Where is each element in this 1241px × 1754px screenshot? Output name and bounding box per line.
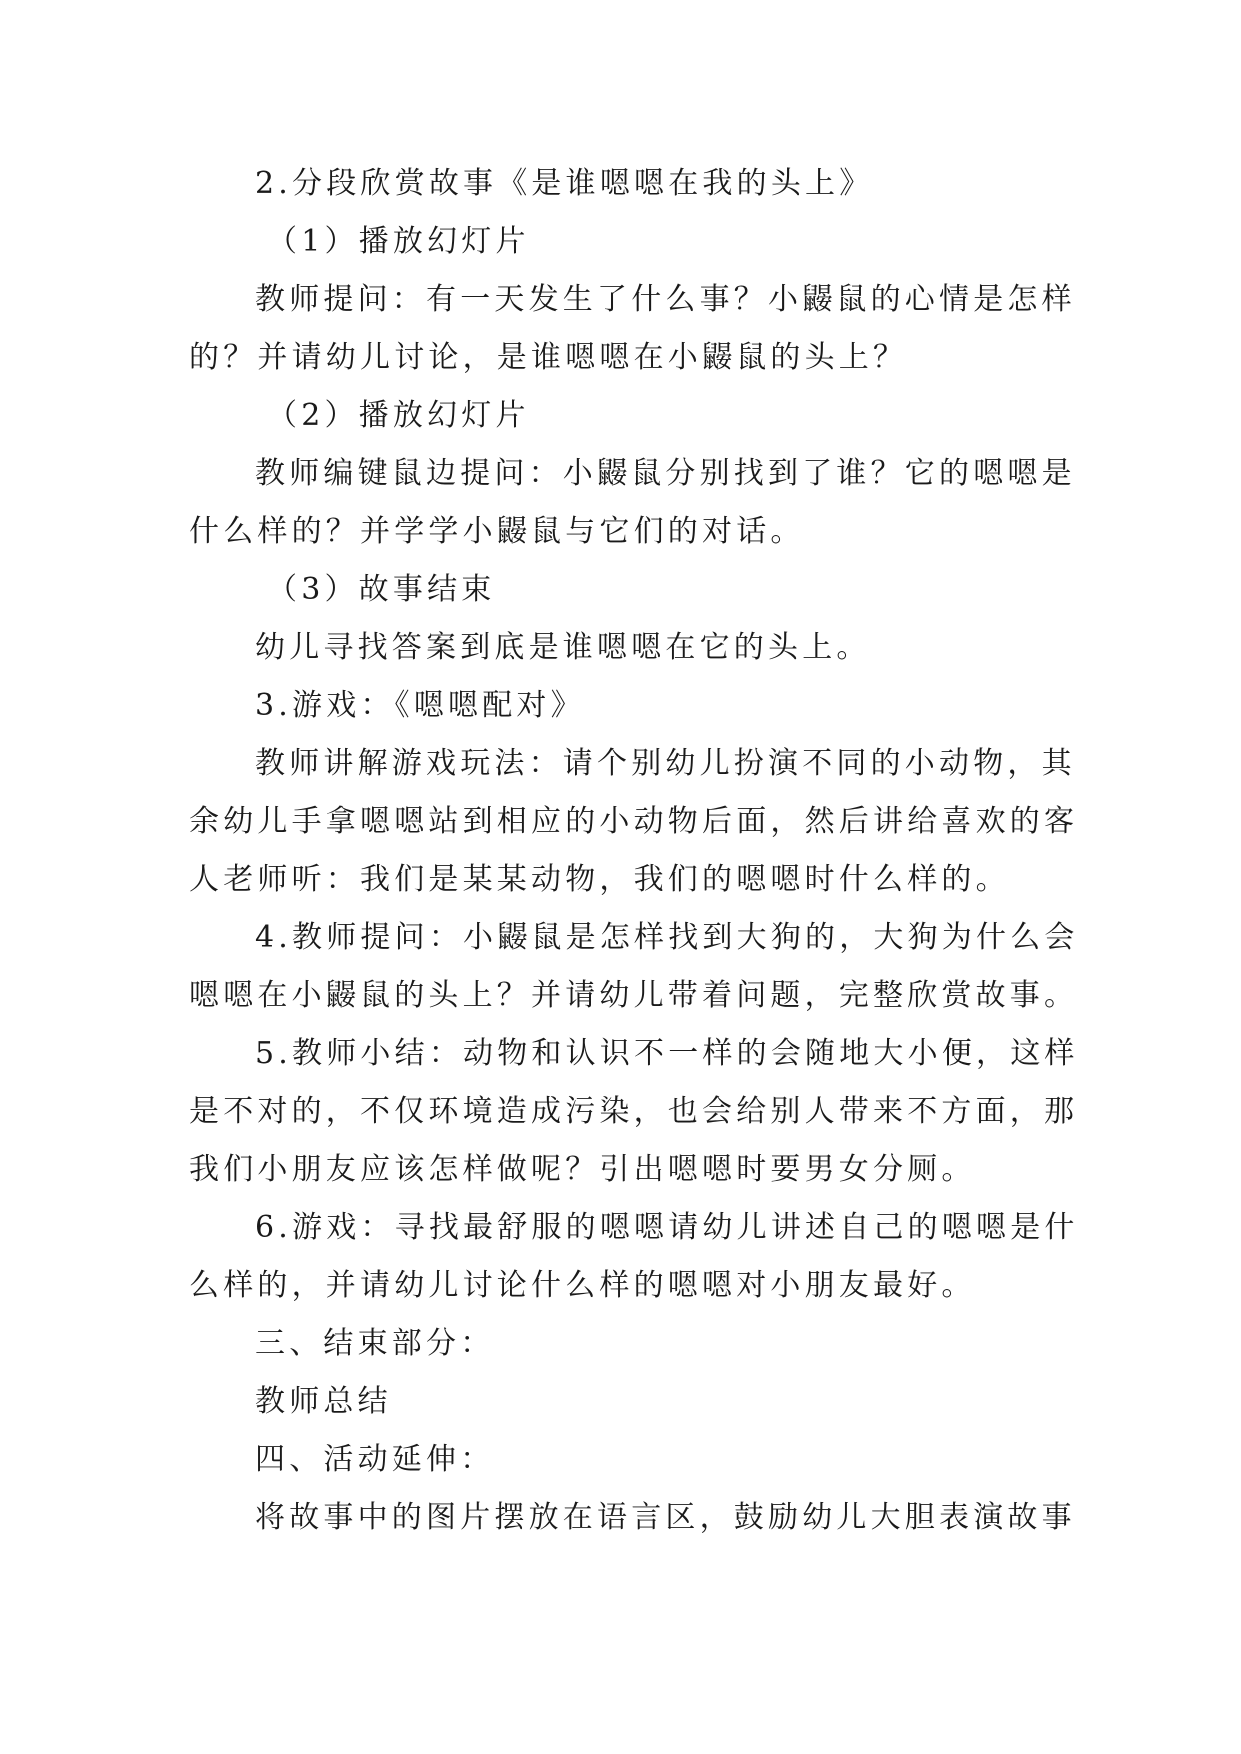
paragraph [189, 619, 1059, 677]
document-body [189, 155, 1079, 1547]
text-line: 教师提问：有一天发生了什么事？小鼹鼠的心情是怎样 [255, 282, 1076, 317]
text-line: 6.游戏：寻找最舒服的嗯嗯请幼儿讲述自己的嗯嗯是什 [255, 1210, 1079, 1245]
paragraph [189, 1315, 1059, 1373]
text-line: 三、结束部分： [255, 1326, 495, 1361]
paragraph [189, 909, 1079, 1025]
text-line: 2.分段欣赏故事《是谁嗯嗯在我的头上》 [255, 166, 874, 201]
text-line: 我们小朋友应该怎样做呢？引出嗯嗯时要男女分厕。 [189, 1152, 976, 1187]
text-line: 3.游戏：《嗯嗯配对》 [255, 688, 585, 723]
text-line: 余幼儿手拿嗯嗯站到相应的小动物后面，然后讲给喜欢的客 [189, 804, 1079, 839]
text-line: 将故事中的图片摆放在语言区，鼓励幼儿大胆表演故事 [255, 1500, 1076, 1535]
text-line: 四、活动延伸： [255, 1442, 495, 1477]
paragraph [189, 735, 1079, 909]
paragraph [189, 1199, 1079, 1315]
text-line: 幼儿寻找答案到底是谁嗯嗯在它的头上。 [255, 630, 871, 665]
paragraph [189, 1431, 1059, 1489]
text-line: 4.教师提问：小鼹鼠是怎样找到大狗的，大狗为什么会 [255, 920, 1079, 955]
text-line: 教师总结 [255, 1384, 392, 1419]
paragraph [189, 677, 1059, 735]
paragraph [189, 155, 1059, 213]
text-line: （3）故事结束 [267, 572, 496, 607]
paragraph [189, 561, 1059, 619]
text-line: （1）播放幻灯片 [267, 224, 530, 259]
paragraph [189, 387, 1059, 445]
paragraph [189, 213, 1059, 271]
text-line: （2）播放幻灯片 [267, 398, 530, 433]
text-line: 教师讲解游戏玩法：请个别幼儿扮演不同的小动物，其 [255, 746, 1076, 781]
paragraph [189, 1373, 1059, 1431]
paragraph [189, 271, 1076, 387]
paragraph [189, 1025, 1079, 1199]
text-line: 么样的，并请幼儿讨论什么样的嗯嗯对小朋友最好。 [189, 1268, 976, 1303]
text-line: 嗯嗯在小鼹鼠的头上？并请幼儿带着问题，完整欣赏故事。 [189, 978, 1079, 1013]
paragraph [189, 445, 1076, 561]
text-line: 什么样的？并学学小鼹鼠与它们的对话。 [189, 514, 805, 549]
text-line: 教师编键鼠边提问：小鼹鼠分别找到了谁？它的嗯嗯是 [255, 456, 1076, 491]
text-line: 是不对的，不仅环境造成污染，也会给别人带来不方面，那 [189, 1094, 1079, 1129]
text-line: 的？并请幼儿讨论，是谁嗯嗯在小鼹鼠的头上？ [189, 340, 908, 375]
paragraph [189, 1489, 1076, 1547]
text-line: 5.教师小结：动物和认识不一样的会随地大小便，这样 [255, 1036, 1079, 1071]
text-line: 人老师听：我们是某某动物，我们的嗯嗯时什么样的。 [189, 862, 1010, 897]
